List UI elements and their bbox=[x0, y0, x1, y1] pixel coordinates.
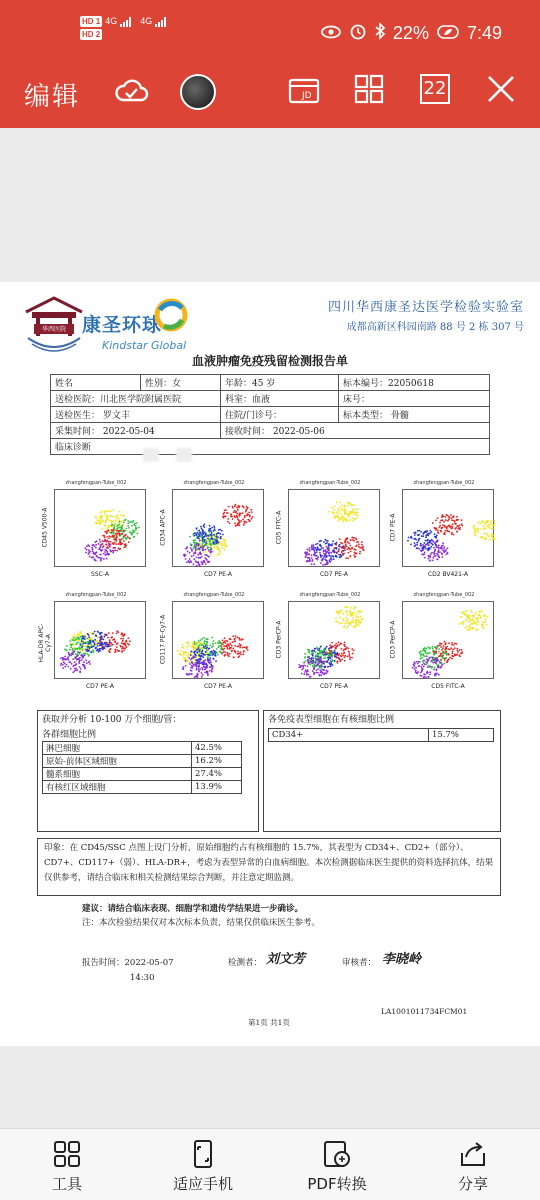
fit-phone-label: 适应手机 bbox=[172, 1175, 233, 1193]
flow-plot bbox=[276, 480, 384, 580]
report-time-clock: 14:30 bbox=[130, 973, 155, 983]
plot-title: zhangfengpan-Tube_002 bbox=[299, 592, 361, 598]
flow-plot bbox=[160, 480, 268, 580]
plot-y-label: CD117 PE-Cy7-A bbox=[159, 614, 167, 665]
inpatient-cell: 住院/门诊号： bbox=[221, 407, 339, 423]
share-button[interactable] bbox=[428, 1139, 518, 1194]
bed-cell: 床号： bbox=[339, 391, 490, 407]
battery-icon bbox=[437, 23, 459, 44]
population-panel bbox=[37, 710, 259, 832]
plot-y-label: CD45 V500-A bbox=[41, 507, 49, 548]
population-name: 淋巴细胞 bbox=[43, 742, 192, 755]
table-row bbox=[43, 781, 242, 794]
population-table bbox=[42, 741, 242, 794]
tester-signature: 刘文芳 bbox=[266, 952, 306, 967]
hd1-badge: HD 1 bbox=[82, 17, 101, 26]
plot-x-label: CD7 PE-A bbox=[319, 571, 349, 578]
population-value: 42.5% bbox=[192, 742, 242, 755]
plot-area bbox=[54, 489, 146, 567]
reviewer-signature: 李晓岭 bbox=[382, 952, 422, 967]
report-page[interactable] bbox=[0, 282, 540, 1046]
redaction-mark bbox=[176, 448, 192, 462]
plot-x-label: CD7 PE-A bbox=[203, 683, 233, 690]
plot-y-label: CD34 APC-A bbox=[159, 509, 167, 546]
plot-x-label: CD7 PE-A bbox=[85, 683, 115, 690]
page-number: 第1页 共1页 bbox=[248, 1018, 290, 1027]
signal-indicators bbox=[80, 16, 166, 42]
signal-bars-icon bbox=[120, 17, 131, 27]
plot-title: zhangfengpan-Tube_002 bbox=[299, 480, 361, 486]
suggestion-text: 建议：请结合临床表现、细胞学和遗传学结果进一步确诊。 bbox=[82, 904, 304, 914]
plot-title: zhangfengpan-Tube_002 bbox=[413, 480, 475, 486]
plot-x-label: CD2 BV421-A bbox=[427, 571, 469, 578]
plot-y-label: CD3 PerCP-A bbox=[389, 620, 397, 659]
plot-x-label: SSC-A bbox=[91, 571, 109, 578]
redaction-mark bbox=[143, 448, 159, 462]
note-text: 注：本次检验结果仅对本次标本负责，结果仅供临床医生参考。 bbox=[82, 918, 321, 928]
jd-label: JD bbox=[302, 91, 312, 101]
population-header: 各群细胞比例 bbox=[42, 730, 97, 740]
diagnosis-cell: 临床诊断 bbox=[51, 439, 490, 455]
population-name: 原始-前体区域细胞 bbox=[43, 755, 192, 768]
flow-plot bbox=[160, 592, 268, 692]
plot-title: zhangfengpan-Tube_002 bbox=[65, 592, 127, 598]
plot-title: zhangfengpan-Tube_002 bbox=[183, 592, 245, 598]
plot-y-label: CD5 FITC-A bbox=[275, 510, 283, 545]
immuno-header: 各免疫表型细胞在有核细胞比例 bbox=[268, 715, 395, 725]
sample-no-cell: 标本编号：22050618 bbox=[339, 375, 490, 391]
table-row bbox=[43, 768, 242, 781]
lab-name: 四川华西康圣达医学检验实验室 bbox=[327, 300, 524, 315]
bluetooth-icon bbox=[375, 22, 385, 45]
flow-plot bbox=[42, 480, 150, 580]
fit-phone-button[interactable] bbox=[158, 1139, 248, 1194]
status-bar bbox=[0, 0, 540, 58]
plot-area bbox=[288, 489, 380, 567]
tools-label: 工具 bbox=[51, 1175, 82, 1193]
page-count-button[interactable]: 22 bbox=[420, 74, 450, 104]
report-title: 血液肿瘤免疫残留检测报告单 bbox=[191, 354, 348, 368]
pdf-convert-icon bbox=[322, 1139, 352, 1169]
flow-plot bbox=[276, 592, 384, 692]
avatar[interactable] bbox=[180, 74, 216, 110]
plot-area bbox=[172, 489, 264, 567]
name-cell bbox=[51, 375, 141, 391]
tester-label: 检测者： bbox=[228, 958, 263, 968]
flow-cytometry-plots bbox=[38, 480, 498, 696]
report-time: 报告时间：2022-05-07 bbox=[82, 958, 174, 968]
jd-card-icon[interactable] bbox=[288, 74, 322, 108]
cloud-check-icon[interactable] bbox=[114, 74, 148, 108]
population-value: 16.2% bbox=[192, 755, 242, 768]
plot-area bbox=[288, 601, 380, 679]
share-label: 分享 bbox=[457, 1175, 488, 1193]
age-cell: 年龄：45 岁 bbox=[221, 375, 339, 391]
status-right bbox=[321, 22, 502, 45]
plot-title: zhangfengpan-Tube_002 bbox=[413, 592, 475, 598]
viewer-background bbox=[0, 128, 540, 282]
top-toolbar bbox=[0, 58, 540, 128]
population-value: 27.4% bbox=[192, 768, 242, 781]
alarm-icon bbox=[349, 22, 367, 45]
dept-cell: 科室：血液 bbox=[221, 391, 339, 407]
flow-plot bbox=[38, 592, 150, 692]
eye-icon bbox=[321, 23, 341, 44]
plot-area bbox=[172, 601, 264, 679]
plot-x-label: CD5 FITC-A bbox=[431, 683, 465, 690]
hospital-logo bbox=[22, 294, 84, 356]
bottom-bar bbox=[0, 1128, 540, 1200]
clock: 7:49 bbox=[466, 23, 502, 43]
plot-title: zhangfengpan-Tube_002 bbox=[183, 480, 245, 486]
fit-phone-icon bbox=[188, 1139, 218, 1169]
table-row bbox=[43, 755, 242, 768]
signal-bars-icon bbox=[155, 17, 166, 27]
patient-info-table bbox=[50, 374, 490, 455]
plot-x-label: CD7 PE-A bbox=[203, 571, 233, 578]
plot-y-label: CD3 PerCP-A bbox=[275, 620, 283, 659]
pdf-convert-button[interactable] bbox=[292, 1139, 382, 1194]
pdf-convert-label: PDF转换 bbox=[307, 1175, 367, 1193]
share-icon bbox=[458, 1139, 488, 1169]
tools-icon bbox=[52, 1139, 82, 1169]
close-icon[interactable] bbox=[486, 74, 520, 108]
population-name: 有核红区域细胞 bbox=[43, 781, 192, 794]
flow-plot bbox=[390, 480, 498, 580]
plot-x-label: CD7 PE-A bbox=[319, 683, 349, 690]
hd2-badge: HD 2 bbox=[82, 30, 101, 39]
immuno-table bbox=[268, 728, 494, 742]
name-label: 姓名 bbox=[55, 379, 74, 389]
table-row bbox=[269, 729, 494, 742]
hospital-logo-text: 华西医院 bbox=[42, 326, 67, 333]
receive-time-cell: 接收时间： 2022-05-06 bbox=[221, 423, 490, 439]
table-row bbox=[43, 742, 242, 755]
brand-en: Kindstar Global bbox=[102, 339, 187, 352]
network-type-2: 4G bbox=[140, 16, 153, 26]
tools-button[interactable] bbox=[22, 1139, 112, 1194]
network-type-1: 4G bbox=[105, 16, 118, 26]
immuno-value: 15.7% bbox=[429, 729, 494, 742]
grid-view-icon[interactable] bbox=[354, 74, 388, 108]
lab-address: 成都高新区科园南路 88 号 2 栋 307 号 bbox=[346, 322, 524, 333]
plot-area bbox=[402, 489, 494, 567]
hospital-cell: 送检医院：川北医学院附属医院 bbox=[51, 391, 221, 407]
brand-cn: 康圣环球 bbox=[82, 314, 163, 336]
impression-text: 印象：在 CD45/SSC 点图上设门分析，原始细胞约占有核细胞的 15.7%，其表型为 CD34+、CD2+（部分）、CD7+、CD117+（弱）、HLA-DR+，考虑为表型异常的白血病细胞。本次检测据临床医生提供的资料选择抗体，结果仅供参考，请结合临床和相关检测结果综合判断，并注意定期监测。 bbox=[37, 838, 501, 896]
gender-cell: 性别：女 bbox=[141, 375, 221, 391]
plot-y-label: HLA-DR APC-Cy7-A bbox=[38, 623, 52, 663]
report-code: LA1001011734FCM01 bbox=[381, 1007, 468, 1016]
population-value: 13.9% bbox=[192, 781, 242, 794]
population-name: 髓系细胞 bbox=[43, 768, 192, 781]
plot-y-label: CD7 PE-A bbox=[389, 513, 397, 542]
flow-plot bbox=[390, 592, 498, 692]
plot-area bbox=[54, 601, 146, 679]
plot-area bbox=[402, 601, 494, 679]
battery-percent: 22% bbox=[392, 23, 429, 43]
reviewer-label: 审核者： bbox=[342, 958, 377, 968]
brand bbox=[82, 310, 186, 352]
plot-title: zhangfengpan-Tube_002 bbox=[65, 480, 127, 486]
analysis-header: 获取并分析 10-100 万个细胞/管： bbox=[42, 715, 182, 725]
collect-time-cell: 采集时间： 2022-05-04 bbox=[51, 423, 221, 439]
sample-type-cell: 标本类型： 骨髓 bbox=[339, 407, 490, 423]
doctor-cell: 送检医生： 罗文丰 bbox=[51, 407, 221, 423]
kindstar-logo-icon bbox=[154, 298, 188, 336]
immuno-name: CD34+ bbox=[269, 729, 429, 742]
immuno-panel bbox=[263, 710, 501, 832]
edit-button[interactable]: 编辑 bbox=[24, 82, 81, 112]
